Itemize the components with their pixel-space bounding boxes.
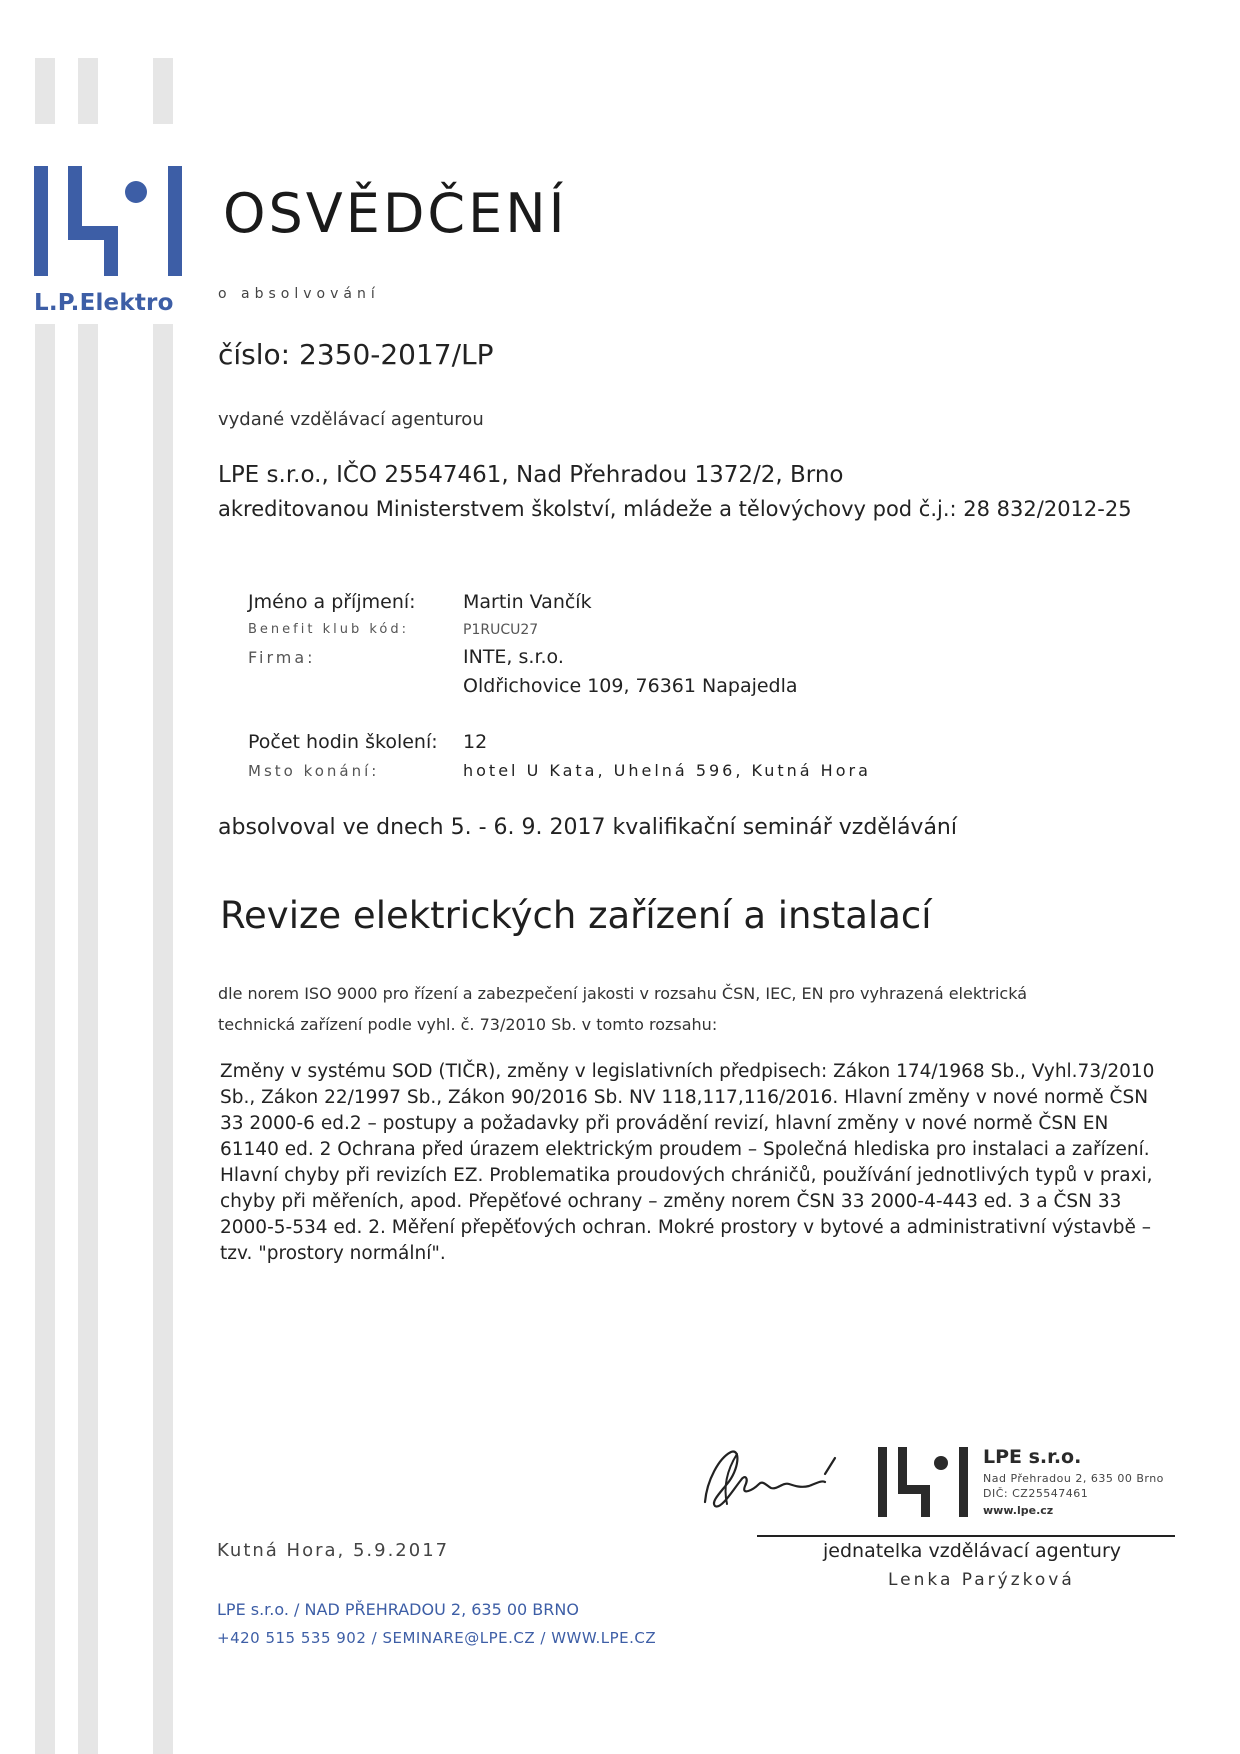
signatory-role: jednatelka vzdělávací agentury [823,1540,1122,1562]
attended-text: absolvoval ve dnech 5. - 6. 9. 2017 kvalifikační seminář vzdělávání [218,815,957,840]
benefit-label: Benefit klub kód: [248,622,409,637]
lpe-logo-icon [34,166,182,276]
stamp-web: www.lpe.cz [983,1504,1054,1517]
page-title: OSVĚDČENÍ [223,182,568,245]
stamp-address: Nad Přehradou 2, 635 00 Brno [983,1472,1164,1485]
issued-by-text: vydané vzdělávací agenturou [218,409,484,430]
signatory-name: Lenka Parýzková [888,1570,1075,1590]
company-address: Oldřichovice 109, 76361 Napajedla [463,675,798,697]
place-date: Kutná Hora, 5.9.2017 [217,1540,450,1561]
hours-label: Počet hodin školení: [248,731,438,753]
organization-line: LPE s.r.o., IČO 25547461, Nad Přehradou 1372/2, Brno [218,462,844,488]
course-description: Změny v systému SOD (TIČR), změny v legislativních předpisech: Zákon 174/1968 Sb., Vyhl.73/2010 Sb., Zákon 22/1997 Sb., Zákon 90/2016 Sb. NV 118,117,116/2016. Hlavní změny v nové normě ČSN 33 2000-6 ed.2 – postupy a požadavky při provádění revizí, hlavní změny v nové normě ČSN EN 61140 ed. 2 Ochrana před úrazem elektrickým proudem – Společná hlediska pro instalaci a zařízení. Hlavní chyby při revizích EZ. Problematika proudových chráničů, používání jednotlivých typů v praxi, chyby při měřeních, apod. Přepěťové ochrany – změny norem ČSN 33 2000-4-443 ed. 3 a ČSN 33 2000-5-534 ed. 2. Měření přepěťových ochran. Mokré prostory v bytové a administrativní výstavbě – tzv. "prostory normální". [220,1061,1155,1264]
name-value: Martin Vančík [463,591,592,613]
certificate-number: číslo: 2350-2017/LP [218,338,494,371]
signature-icon [697,1440,847,1520]
course-title: Revize elektrických zařízení a instalací [220,894,932,937]
company-label: Firma: [248,648,316,667]
brand-logo [30,124,190,324]
hours-value: 12 [463,731,488,753]
stamp-logo-icon [878,1447,968,1517]
signature-line [757,1535,1175,1537]
footer-address: LPE s.r.o. / NAD PŘEHRADOU 2, 635 00 BRNO [217,1600,579,1619]
company-value: INTE, s.r.o. [463,646,564,668]
accreditation-line: akreditovanou Ministerstvem školství, mládeže a tělovýchovy pod č.j.: 28 832/2012-25 [218,497,1132,521]
page-subtitle: o absolvování [218,286,380,302]
stamp-dic: DIČ: CZ25547461 [983,1487,1089,1500]
name-label: Jméno a příjmení: [248,591,416,613]
norm-text: dle norem ISO 9000 pro řízení a zabezpečení jakosti v rozsahu ČSN, IEC, EN pro vyhrazená elektrická technická zařízení podle vyhl. č. 73/2010 Sb. v tomto rozsahu: [218,984,1027,1034]
stamp-company: LPE s.r.o. [983,1446,1082,1468]
place-value: hotel U Kata, Uhelná 596, Kutná Hora [463,761,871,780]
logo-wordmark: L.P.Elektro [34,290,174,316]
benefit-value: P1RUCU27 [463,622,539,638]
place-label: Msto konání: [248,762,380,780]
footer-contacts: +420 515 535 902 / SEMINARE@LPE.CZ / WWW.LPE.CZ [217,1629,657,1647]
